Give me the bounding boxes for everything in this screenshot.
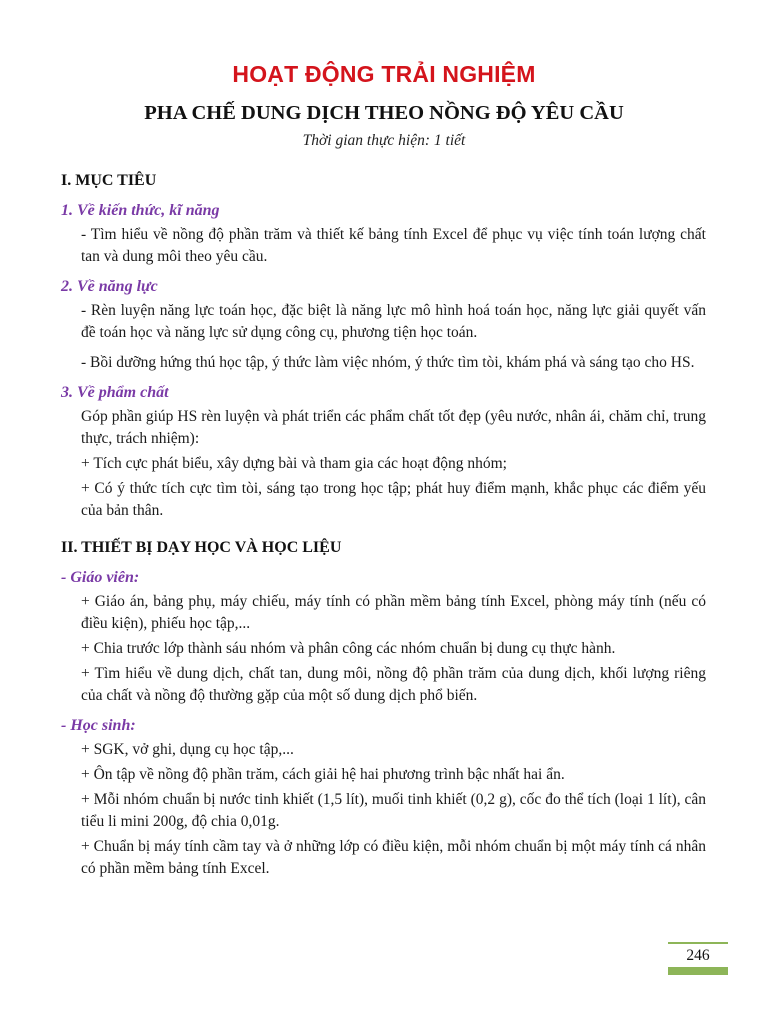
subsection-knowledge-skills: 1. Về kiến thức, kĩ năng <box>61 202 220 219</box>
page-number-top-rule <box>668 942 728 944</box>
page-number-box <box>668 942 728 974</box>
section-heading-objectives: I. MỤC TIÊU <box>61 172 157 189</box>
paragraph: + Giáo án, bảng phụ, máy chiếu, máy tính có phần mềm bảng tính Excel, phòng máy tính (nếu có điều kiện), phiếu học tập,... <box>81 593 706 632</box>
lesson-duration: Thời gian thực hiện: 1 tiết <box>302 132 466 149</box>
section-heading-equipment: II. THIẾT BỊ DẠY HỌC VÀ HỌC LIỆU <box>61 539 342 556</box>
document-body <box>61 170 706 880</box>
activity-title: HOẠT ĐỘNG TRẢI NGHIỆM <box>232 61 536 87</box>
paragraph: + Có ý thức tích cực tìm tòi, sáng tạo trong học tập; phát huy điểm mạnh, khắc phục các điểm yếu của bản thân. <box>81 480 706 519</box>
paragraph: - Bồi dưỡng hứng thú học tập, ý thức làm việc nhóm, ý thức tìm tòi, khám phá và sáng tạo cho HS. <box>81 354 695 371</box>
paragraph: + SGK, vở ghi, dụng cụ học tập,... <box>81 741 294 758</box>
page-number: 246 <box>686 947 710 964</box>
lesson-title: PHA CHẾ DUNG DỊCH THEO NỒNG ĐỘ YÊU CẦU <box>144 102 624 124</box>
paragraph: + Tích cực phát biểu, xây dựng bài và tham gia các hoạt động nhóm; <box>81 455 507 472</box>
page-number-bar <box>668 967 728 975</box>
paragraph: - Rèn luyện năng lực toán học, đặc biệt là năng lực mô hình hoá toán học, năng lực giải quyết vấn đề toán học và năng lực sử dụng công cụ, phương tiện học toán. <box>81 302 706 341</box>
subsection-competencies: 2. Về năng lực <box>61 278 158 295</box>
paragraph: + Ôn tập về nồng độ phần trăm, cách giải hệ hai phương trình bậc nhất hai ẩn. <box>81 766 565 783</box>
subsection-qualities: 3. Về phẩm chất <box>61 384 169 401</box>
paragraph: + Tìm hiểu về dung dịch, chất tan, dung môi, nồng độ phần trăm của dung dịch, khối lượng riêng của chất và nồng độ thường gặp của một số dung dịch phổ biến. <box>81 665 706 704</box>
paragraph: - Tìm hiểu về nồng độ phần trăm và thiết kế bảng tính Excel để phục vụ việc tính toán lượng chất tan và dung môi theo yêu cầu. <box>81 226 706 265</box>
subsection-student: - Học sinh: <box>61 717 136 734</box>
paragraph: + Chia trước lớp thành sáu nhóm và phân công các nhóm chuẩn bị dung cụ thực hành. <box>81 640 616 657</box>
paragraph: + Mỗi nhóm chuẩn bị nước tinh khiết (1,5 lít), muối tinh khiết (0,2 g), cốc đo thể tích (loại 1 lít), cân tiểu li mini 200g, độ chia 0,01g. <box>81 791 706 830</box>
subsection-teacher: - Giáo viên: <box>61 569 140 586</box>
paragraph: Góp phần giúp HS rèn luyện và phát triển các phẩm chất tốt đẹp (yêu nước, nhân ái, chăm chỉ, trung thực, trách nhiệm): <box>81 408 706 447</box>
paragraph: + Chuẩn bị máy tính cầm tay và ở những lớp có điều kiện, mỗi nhóm chuẩn bị một máy tính cá nhân có phần mềm bảng tính Excel. <box>81 838 706 877</box>
